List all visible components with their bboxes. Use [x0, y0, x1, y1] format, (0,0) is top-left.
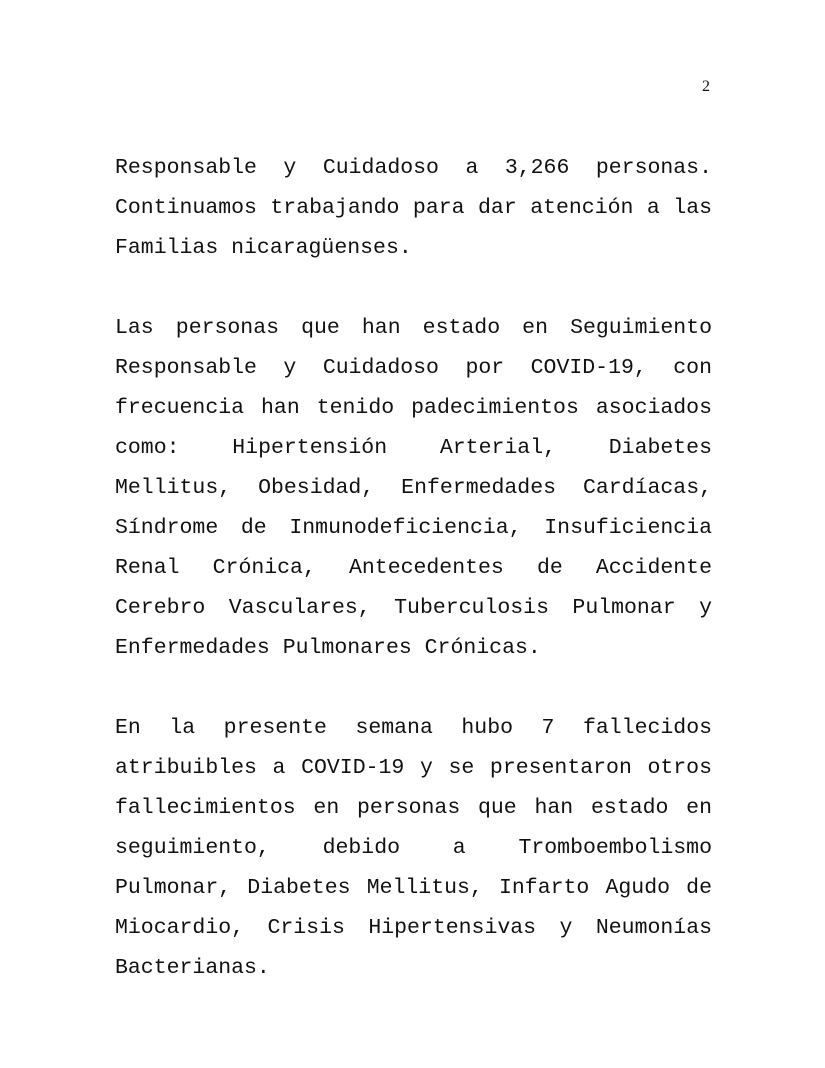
page-number: 2 — [702, 78, 710, 95]
paragraph-associated-conditions: Las personas que han estado en Seguimiento Responsable y Cuidadoso por COVID-19, con frecuencia han tenido padecimientos asociados como: Hipertensión Arterial, Diabetes Mellitus, Obesidad, Enfermedades Cardíacas, Síndrome de Inmunodeficiencia, Insuficiencia Renal Crónica, Antecedentes de Accidente Cerebro Vasculares, Tuberculosis Pulmonar y Enfermedades Pulmonares Crónicas. — [115, 316, 712, 660]
paragraph-follow-up-count: Responsable y Cuidadoso a 3,266 personas. Continuamos trabajando para dar atención a las Familias nicaragüenses. — [115, 156, 712, 260]
body-text — [115, 148, 712, 1028]
paragraph-weekly-deaths: En la presente semana hubo 7 fallecidos atribuibles a COVID-19 y se presentaron otros fallecimientos en personas que han estado en seguimiento, debido a Tromboembolismo Pulmonar, Diabetes Mellitus, Infarto Agudo de Miocardio, Crisis Hipertensivas y Neumonías Bacterianas. — [115, 716, 712, 980]
